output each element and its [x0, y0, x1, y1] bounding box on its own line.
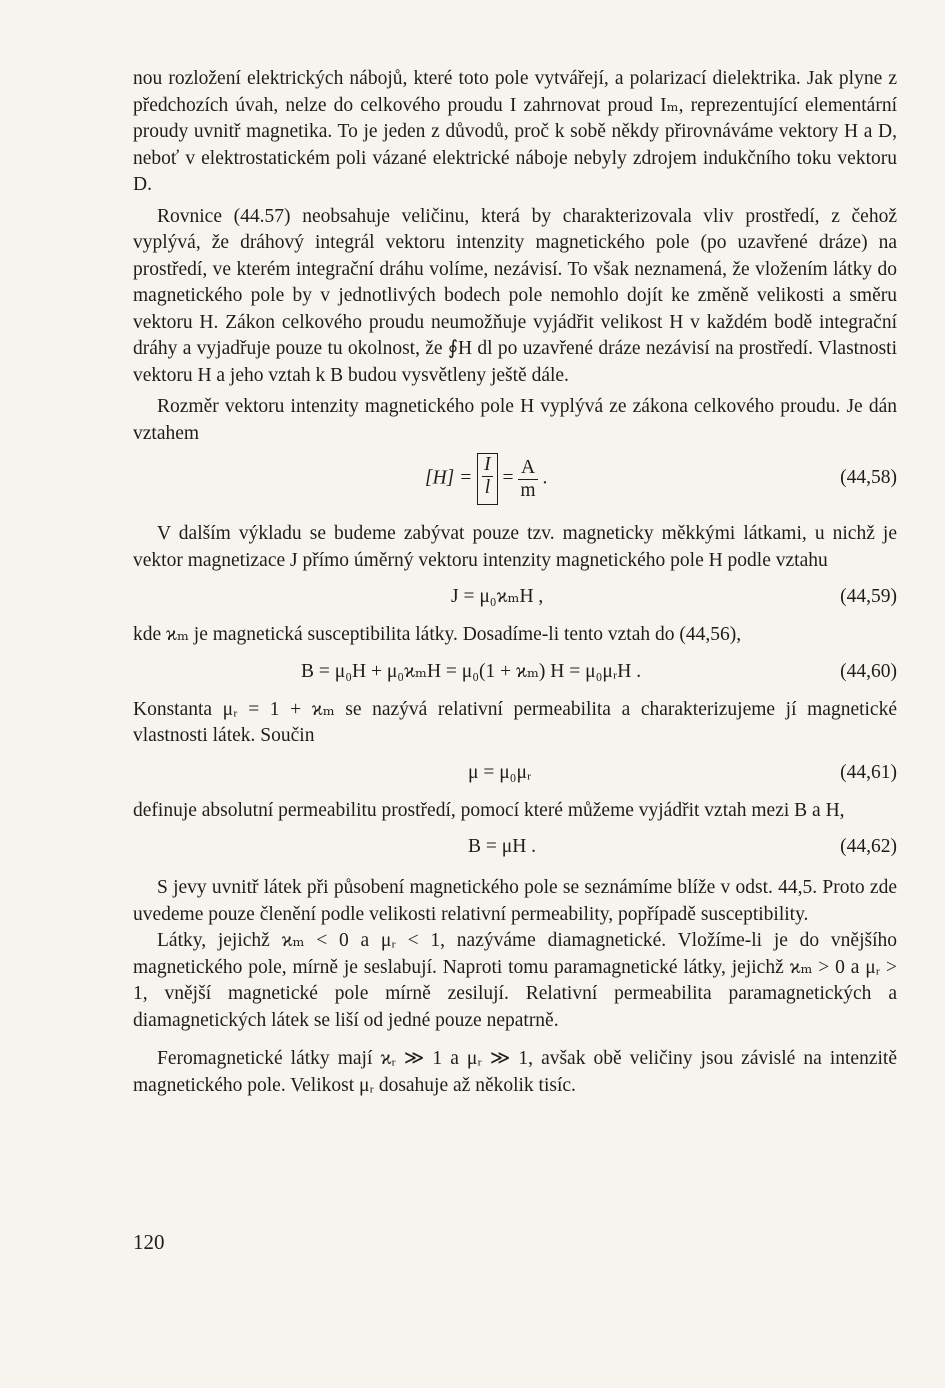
equation-number: (44,58): [840, 467, 897, 488]
equation-number: (44,59): [840, 586, 897, 607]
paragraph-6: Konstanta μᵣ = 1 + ϰₘ se nazývá relativní permeabilita a charakterizujeme jí magnetické vlastnosti látek. Součin: [133, 698, 897, 746]
body-text: [133, 66, 897, 1099]
equation-number: (44,62): [840, 836, 897, 857]
page-number: 120: [133, 1230, 165, 1254]
equation-44-59: [133, 576, 897, 620]
equation-44-58: [133, 449, 897, 509]
eq-equals: =: [502, 467, 514, 489]
paragraph-7: definuje absolutní permeabilitu prostředí, pomocí které můžeme vyjádřit vztah mezi B a H,: [133, 799, 845, 821]
equation-body: B = μH .: [468, 836, 537, 857]
equation-number: (44,60): [840, 660, 897, 682]
eq-fraction: [482, 454, 493, 499]
paragraph-8: S jevy uvnitř látek při působení magnetického pole se seznámíme blíže v odst. 44,5. Proto zde uvedeme pouze členění podle velikosti relativní permeability, popřípadě susceptibility.: [133, 877, 897, 925]
eq-bracket: [477, 453, 498, 505]
equation-body: [H] = $\frac{I}{l}$ = $\frac{A}{m}$ .: [425, 453, 547, 505]
paragraph-10: Feromagnetické látky mají ϰᵣ ≫ 1 a μᵣ ≫ 1, avšak obě veličiny jsou závislé na intenzitě magnetického pole. Velikost μᵣ dosahuje až několik tisíc.: [133, 1048, 897, 1096]
paragraph-2: Rovnice (44.57) neobsahuje veličinu, která by charakterizovala vliv prostředí, z čehož vyplývá, že dráhový integrál vektoru intenzity magnetického pole (po uzavřené dráze) na prostředí, ve kterém integrační dráhu volíme, nezávisí. To však neznamená, že vložením látky do magnetického pole by v jednotlivých bodech pole nemohlo dojít ke změně velikosti a směru vektoru H. Zákon celkového proudu neumožňuje vyjádřit velikost H v každém bodě integrační dráhy a vyjadřuje pouze tu okolnost, že ∮H dl po uzavřené dráze nezávisí na prostředí. Vlastnosti vektoru H a jeho vztah k B budou vysvětleny ještě dále.: [133, 205, 897, 386]
equation-body: μ = μ₀μᵣ: [468, 761, 532, 783]
equation-44-61: [133, 752, 897, 796]
eq-unit-fraction: [518, 457, 537, 502]
paragraph-3: Rozměr vektoru intenzity magnetického pole H vyplývá ze zákona celkového proudu. Je dán vztahem: [133, 396, 897, 444]
paragraph-5: kde ϰₘ je magnetická susceptibilita látky. Dosadíme-li tento vztah do (44,56),: [133, 624, 742, 645]
paragraph-1: nou rozložení elektrických nábojů, které toto pole vytvářejí, a polarizací dielektrika. Jak plyne z předchozích úvah, nelze do celkového proudu I zahrnovat proud Iₘ, reprezentující elementární proudy uvnitř magnetika. To je jeden z důvodů, proč k sobě někdy přirovnáváme vektory H a D, neboť v elektrostatickém poli vázané elektrické náboje nebyly zdrojem indukčního toku vektoru D.: [133, 68, 897, 195]
eq-fraction-den: l: [484, 477, 491, 498]
equation-44-62: [133, 826, 897, 870]
paragraph-4: V dalším výkladu se budeme zabývat pouze tzv. magneticky měkkými látkami, u nichž je vektor magnetizace J přímo úměrný vektoru intenzity magnetického pole H podle vztahu: [133, 523, 897, 571]
paragraph-9: Látky, jejichž ϰₘ < 0 a μᵣ < 1, nazýváme diamagnetické. Vložíme-li je do vnějšího magnetického pole, mírně je seslabují. Naproti tomu paramagnetické látky, jejichž ϰₘ > 0 a μᵣ > 1, vnější magnetické pole mírně zesilují. Relativní permeabilita paramagnetických a diamagnetických látek se liší od jedné pouze nepatrně.: [133, 930, 897, 1031]
equation-body: B = μ₀H + μ₀ϰₘH = μ₀(1 + ϰₘ) H = μ₀μᵣH .: [301, 660, 642, 682]
eq-unit-num: A: [518, 457, 537, 480]
eq-unit-den: m: [520, 479, 536, 501]
equation-body: J = μ₀ϰₘH ,: [451, 586, 544, 607]
eq-lhs: [H] =: [425, 467, 473, 489]
equation-44-60: [133, 651, 897, 695]
eq-fraction-num: I: [484, 454, 491, 475]
equation-number: (44,61): [840, 761, 897, 783]
